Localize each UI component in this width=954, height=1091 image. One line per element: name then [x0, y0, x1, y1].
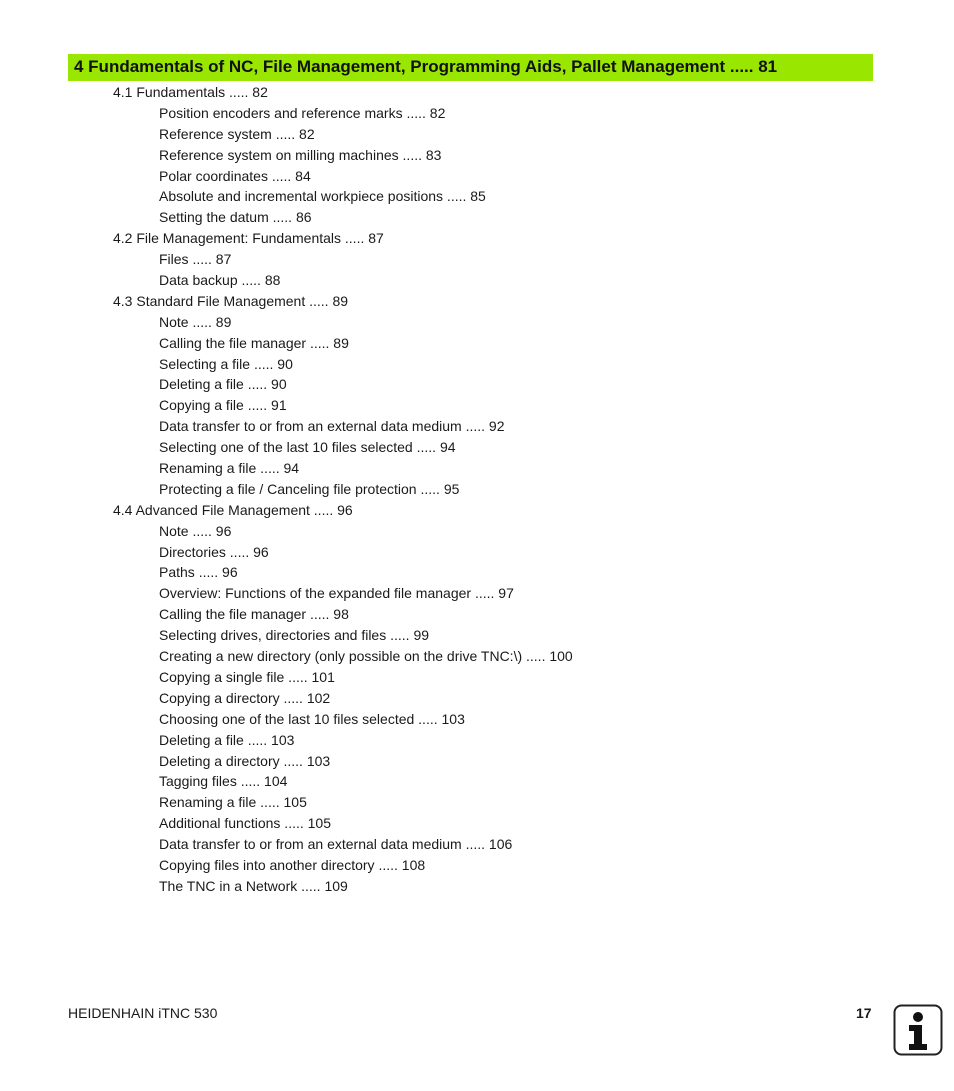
- toc-subsection-entry: Position encoders and reference marks ..... 82: [159, 104, 446, 121]
- toc-subsection-entry: Copying a single file ..... 101: [159, 668, 335, 685]
- chapter-title: 4 Fundamentals of NC, File Management, Programming Aids, Pallet Management ..... 81: [74, 57, 778, 76]
- toc-subsection-entry: Overview: Functions of the expanded file manager ..... 97: [159, 585, 514, 602]
- info-icon: [893, 1004, 943, 1056]
- toc-subsection-entry: Additional functions ..... 105: [159, 815, 331, 832]
- toc-subsection-entry: Selecting drives, directories and files ..... 99: [159, 627, 430, 644]
- toc-subsection-entry: Data backup ..... 88: [159, 272, 281, 289]
- toc-subsection-entry: Calling the file manager ..... 89: [159, 334, 349, 351]
- toc-subsection-entry: Deleting a file ..... 103: [159, 731, 295, 748]
- toc-section-entry: 4.1 Fundamentals ..... 82: [113, 84, 268, 100]
- chapter-header-bar: [68, 54, 873, 81]
- toc-subsection-entry: Setting the datum ..... 86: [159, 209, 312, 226]
- toc-subsection-entry: Paths ..... 96: [159, 564, 238, 581]
- toc-subsection-entry: Creating a new directory (only possible on the drive TNC:\) ..... 100: [159, 648, 573, 665]
- toc-subsection-entry: Directories ..... 96: [159, 543, 269, 560]
- manual-name: HEIDENHAIN iTNC 530: [68, 1005, 218, 1021]
- toc-section-entry: 4.4 Advanced File Management ..... 96: [113, 501, 353, 518]
- toc-subsection-entry: Files ..... 87: [159, 251, 232, 268]
- toc-subsection-entry: Deleting a directory ..... 103: [159, 752, 331, 769]
- page-number: 17: [856, 1005, 872, 1021]
- toc-subsection-entry: Data transfer to or from an external data medium ..... 106: [159, 836, 513, 853]
- toc-subsection-entry: Tagging files ..... 104: [159, 773, 288, 790]
- toc-subsection-entry: Copying files into another directory ..... 108: [159, 856, 426, 873]
- toc-subsection-entry: Reference system ..... 82: [159, 125, 315, 142]
- toc-subsection-entry: Polar coordinates ..... 84: [159, 167, 311, 184]
- toc-subsection-entry: The TNC in a Network ..... 109: [159, 877, 348, 894]
- toc-subsection-entry: Note ..... 89: [159, 313, 232, 330]
- toc-subsection-entry: Selecting a file ..... 90: [159, 355, 293, 372]
- toc-subsection-entry: Copying a directory ..... 102: [159, 689, 331, 706]
- toc-subsection-entry: Absolute and incremental workpiece positions ..... 85: [159, 188, 486, 205]
- toc-section-entry: 4.2 File Management: Fundamentals ..... 87: [113, 230, 384, 247]
- toc-subsection-entry: Reference system on milling machines ..... 83: [159, 146, 442, 163]
- toc-subsection-entry: Data transfer to or from an external data medium ..... 92: [159, 418, 505, 435]
- toc-subsection-entry: Renaming a file ..... 94: [159, 460, 300, 477]
- toc-subsection-entry: Choosing one of the last 10 files selected ..... 103: [159, 710, 465, 727]
- table-of-contents: [0, 82, 954, 897]
- toc-subsection-entry: Protecting a file / Canceling file protection ..... 95: [159, 480, 460, 497]
- toc-subsection-entry: Deleting a file ..... 90: [159, 376, 287, 393]
- toc-subsection-entry: Renaming a file ..... 105: [159, 794, 307, 811]
- toc-subsection-entry: Selecting one of the last 10 files selected ..... 94: [159, 439, 456, 456]
- toc-subsection-entry: Calling the file manager ..... 98: [159, 606, 349, 623]
- toc-section-entry: 4.3 Standard File Management ..... 89: [113, 292, 349, 309]
- toc-subsection-entry: Note ..... 96: [159, 522, 232, 539]
- toc-subsection-entry: Copying a file ..... 91: [159, 397, 287, 414]
